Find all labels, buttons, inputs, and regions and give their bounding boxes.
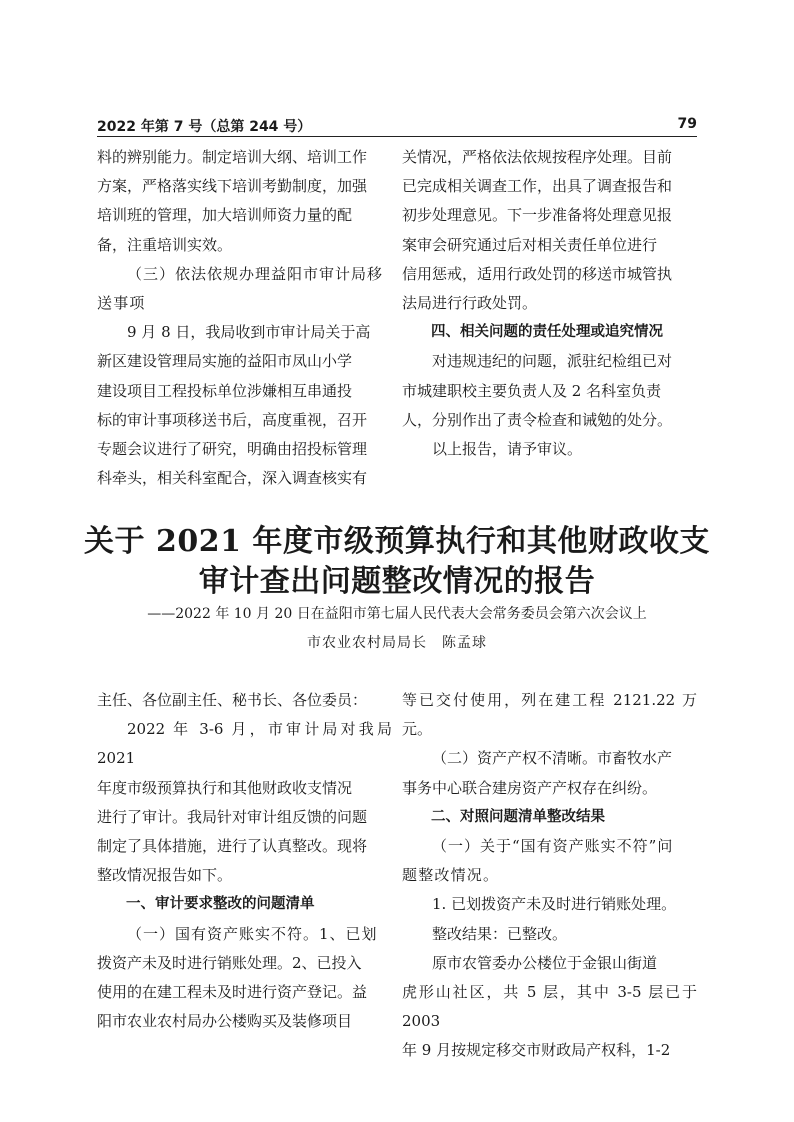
text-line: 2022 年 3-6 月，市审计局对我局 2021 [97,720,392,768]
text-line: 整改情况报告如下。 [97,866,233,885]
text-line: 等已交付使用，列在建工程 2121.22 万元。 [402,691,697,739]
text-line: 1. 已划拨资产未及时进行销账处理。 [432,895,677,914]
text-line: 制定了具体措施，进行了认真整改。现将 [97,837,368,856]
issue-label: 2022 年第 7 号（总第 244 号） [97,119,312,135]
text-line: 拨资产未及时进行销账处理。2、已投入 [97,953,362,972]
prev-article-left-column [97,143,392,493]
section-heading: 四、相关问题的责任处理或追究情况 [431,324,663,341]
article-right-column [402,686,697,1066]
text-line: 年 9 月按规定移交市财政局产权科，1-2 [402,1041,671,1060]
text-line: 料的辨别能力。制定培训大纲、培训工作 [97,148,368,166]
section-subheading: （一）关于“国有资产账实不符”问 [432,837,674,856]
text-line: 法局进行行政处罚。 [402,294,538,313]
text-line: 已完成相关调查工作，出具了调查报告和 [402,177,673,196]
text-line: 初步处理意见。下一步准备将处理意见报 [402,206,673,225]
page-number: 79 [677,116,697,132]
section-heading: 二、对照问题清单整改结果 [431,808,605,825]
article-title-line2: 审计查出问题整改情况的报告 [198,564,596,599]
running-header [97,116,697,136]
text-line: 人，分别作出了责令检查和诫勉的处分。 [402,410,673,429]
text-line: 备，注重培训实效。 [97,235,233,254]
text-line: 新区建设管理局实施的益阳市凤山小学 [97,352,353,371]
text-line: 对违规违纪的问题，派驻纪检组已对 [432,352,673,371]
text-line: （一）国有资产账实不符。1、已划 [127,924,378,943]
text-line: （二）资产产权不清晰。市畜牧水产 [432,749,673,768]
article-author: 市农业农村局局长 陈孟球 [307,635,487,651]
salutation: 主任、各位副主任、秘书长、各位委员： [97,691,368,709]
article-title-line1: 关于 2021 年度市级预算执行和其他财政收支 [84,524,710,559]
text-line: 标的审计事项移送书后，高度重视，召开 [97,410,368,429]
text-line: 整改结果：已整改。 [432,924,568,943]
text-line: 信用惩戒，适用行政处罚的移送市城管执 [402,264,673,283]
article-left-column [97,686,392,1036]
text-line: 案审会研究通过后对相关责任单位进行 [402,235,658,254]
text-line: 市城建职校主要负责人及 2 名科室负责 [402,381,662,400]
section-heading: 一、审计要求整改的问题清单 [126,896,315,913]
text-line: 培训班的管理，加大培训师资力量的配 [97,206,353,225]
text-line: 虎形山社区，共 5 层，其中 3-5 层已于 2003 [402,983,697,1031]
text-line: 科牵头，相关科室配合，深入调查核实有 [97,469,368,488]
prev-article-right-column [402,143,697,464]
text-line: 原市农管委办公楼位于金银山街道 [432,953,658,972]
section-subheading-cont: 题整改情况。 [402,866,500,885]
section-subheading: （三）依法依规办理益阳市审计局移 [127,264,384,283]
text-line: 事务中心联合建房资产产权存在纠纷。 [402,778,658,797]
text-line: 年度市级预算执行和其他财政收支情况 [97,778,353,797]
text-line: 进行了审计。我局针对审计组反馈的问题 [97,807,368,826]
text-line: 9 月 8 日，我局收到市审计局关于高 [127,323,371,342]
closing-line: 以上报告，请予审议。 [432,440,583,459]
text-line: 阳市农业农村局办公楼购买及装修项目 [97,1012,353,1031]
text-line: 关情况，严格依法依规按程序处理。目前 [402,148,673,166]
section-subheading-cont: 送事项 [97,294,146,313]
text-line: 方案，严格落实线下培训考勤制度，加强 [97,177,368,196]
header-rule [97,136,697,137]
article-subtitle: ——2022 年 10 月 20 日在益阳市第七届人民代表大会常务委员会第六次会议上 [147,606,647,622]
text-line: 建设项目工程投标单位涉嫌相互串通投 [97,381,353,400]
text-line: 专题会议进行了研究，明确由招投标管理 [97,440,368,459]
text-line: 使用的在建工程未及时进行资产登记。益 [97,983,368,1002]
